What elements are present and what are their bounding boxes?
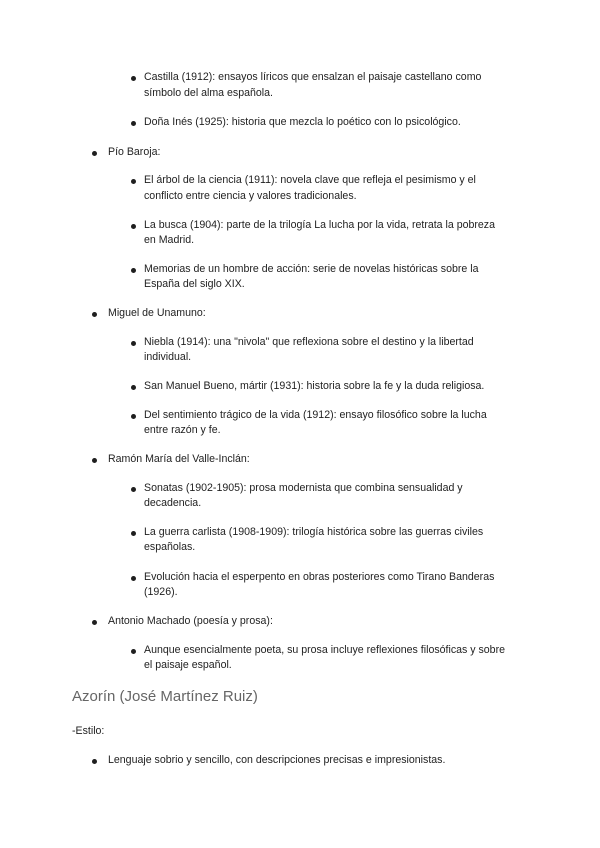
list-item-line: decadencia. xyxy=(144,497,202,509)
list-item-line: Del sentimiento trágico de la vida (1912): ensayo filosófico sobre la lucha xyxy=(144,409,487,421)
list-item-line: El árbol de la ciencia (1911): novela clave que refleja el pesimismo y el xyxy=(144,174,476,186)
bullet-icon xyxy=(92,620,97,625)
author-name: Antonio Machado (poesía y prosa): xyxy=(108,615,273,627)
list-item-line: el paisaje español. xyxy=(144,659,232,671)
list-item-line: símbolo del alma española. xyxy=(144,87,273,99)
bullet-icon xyxy=(92,458,97,463)
bullet-icon xyxy=(92,312,97,317)
bullet-icon xyxy=(92,759,97,764)
list-item-line: La busca (1904): parte de la trilogía La lucha por la vida, retrata la pobreza xyxy=(144,219,495,231)
author-name: Miguel de Unamuno: xyxy=(108,307,206,319)
bullet-icon xyxy=(131,224,136,229)
list-item-line: (1926). xyxy=(144,586,178,598)
list-item-line: españolas. xyxy=(144,541,196,553)
bullet-icon xyxy=(92,151,97,156)
bullet-icon xyxy=(131,341,136,346)
bullet-icon xyxy=(131,76,136,81)
list-item-line: Doña Inés (1925): historia que mezcla lo poético con lo psicológico. xyxy=(144,116,461,128)
list-item-line: Lenguaje sobrio y sencillo, con descripciones precisas e impresionistas. xyxy=(108,754,446,766)
list-item-line: Aunque esencialmente poeta, su prosa incluye reflexiones filosóficas y sobre xyxy=(144,644,505,656)
list-item-line: San Manuel Bueno, mártir (1931): historia sobre la fe y la duda religiosa. xyxy=(144,380,485,392)
list-item-line: España del siglo XIX. xyxy=(144,278,245,290)
section-heading: Azorín (José Martínez Ruiz) xyxy=(72,688,258,705)
bullet-icon xyxy=(131,414,136,419)
list-item-line: Niebla (1914): una "nivola" que reflexiona sobre el destino y la libertad xyxy=(144,336,474,348)
bullet-icon xyxy=(131,385,136,390)
list-item-line: conflicto entre ciencia y valores tradicionales. xyxy=(144,190,357,202)
list-item-line: entre razón y fe. xyxy=(144,424,221,436)
list-item-line: Evolución hacia el esperpento en obras posteriores como Tirano Banderas xyxy=(144,571,495,583)
author-name: Pío Baroja: xyxy=(108,146,161,158)
bullet-icon xyxy=(131,268,136,273)
list-item-line: Memorias de un hombre de acción: serie de novelas históricas sobre la xyxy=(144,263,479,275)
list-item-line: en Madrid. xyxy=(144,234,195,246)
bullet-icon xyxy=(131,179,136,184)
list-item-line: individual. xyxy=(144,351,192,363)
bullet-icon xyxy=(131,531,136,536)
style-label: -Estilo: xyxy=(72,725,105,737)
bullet-icon xyxy=(131,487,136,492)
bullet-icon xyxy=(131,649,136,654)
bullet-icon xyxy=(131,121,136,126)
list-item-line: Castilla (1912): ensayos líricos que ensalzan el paisaje castellano como xyxy=(144,71,482,83)
list-item-line: La guerra carlista (1908-1909): trilogía histórica sobre las guerras civiles xyxy=(144,526,484,538)
author-name: Ramón María del Valle-Inclán: xyxy=(108,453,250,465)
list-item-line: Sonatas (1902-1905): prosa modernista que combina sensualidad y xyxy=(144,482,463,494)
bullet-icon xyxy=(131,576,136,581)
